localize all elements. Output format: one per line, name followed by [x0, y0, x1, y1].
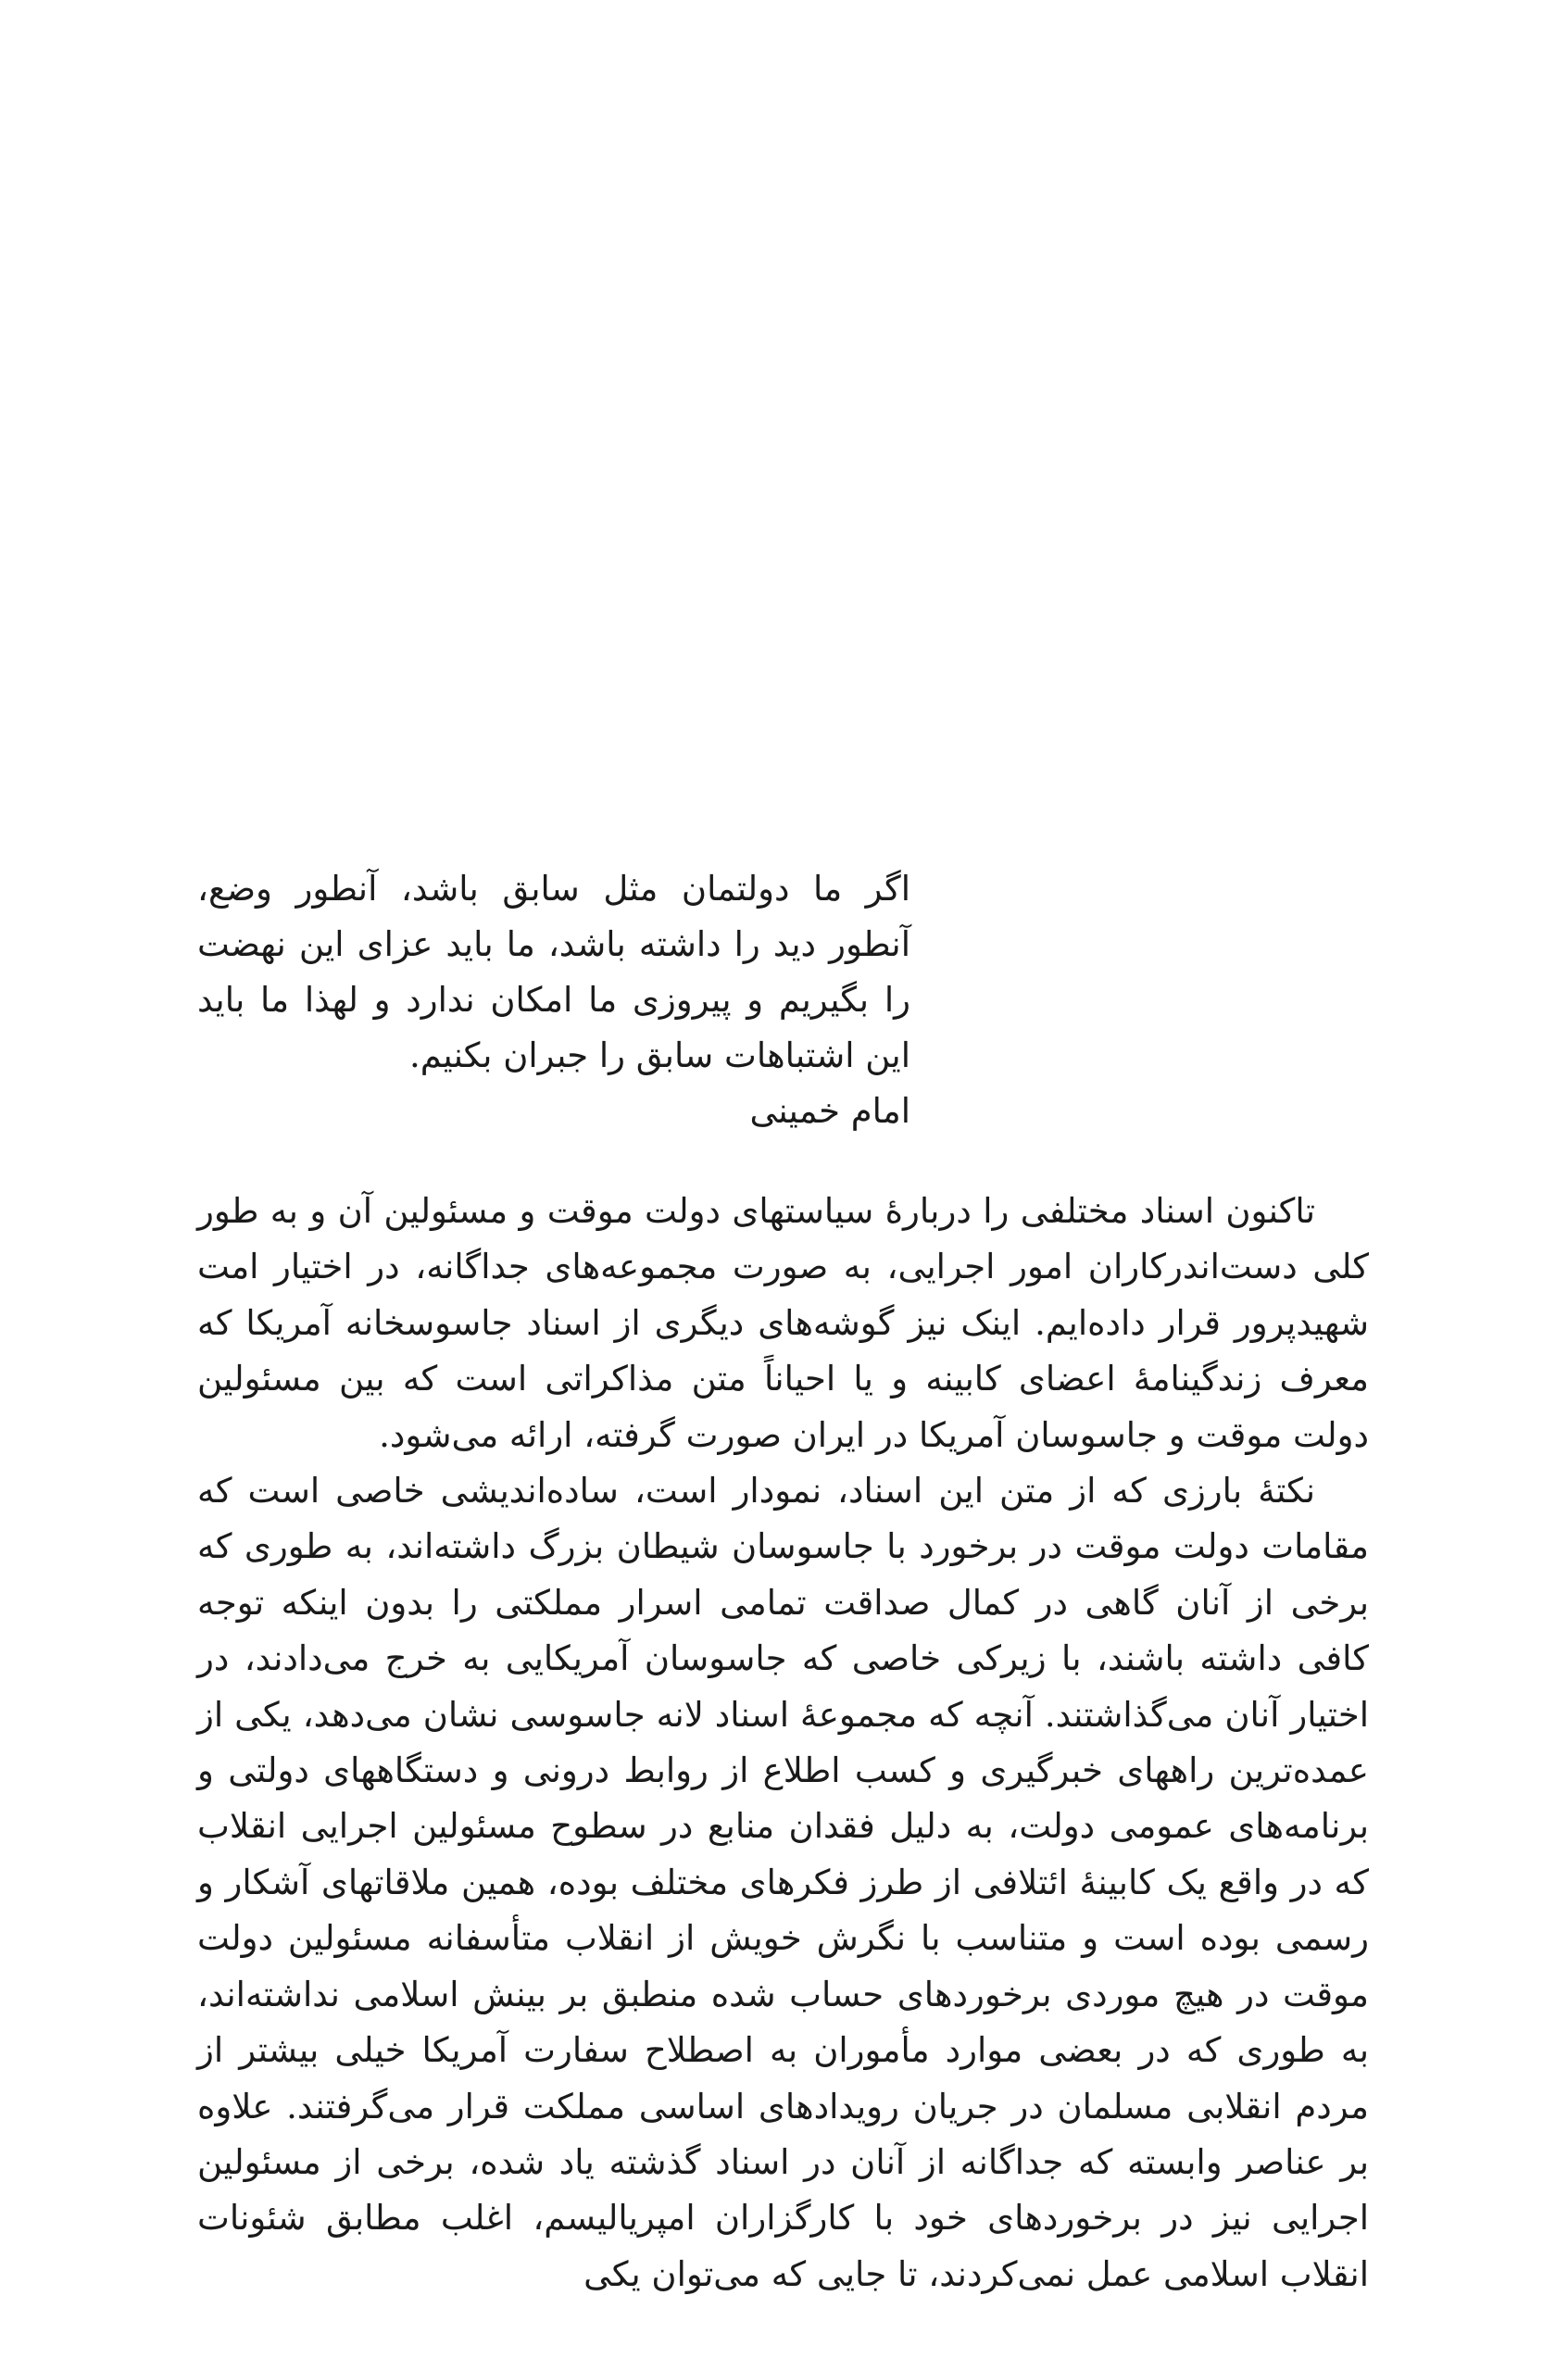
body-text [197, 1184, 1369, 2302]
epigraph-author: امام خمینی [749, 1091, 910, 1131]
paragraph-2: نکتهٔ بارزی که از متن این اسناد، نمودار است، ساده‌اندیشی خاصی است که مقامات دولت موقت در برخورد با جاسوسان شیطان بزرگ داشته‌اند، به طوری که برخی از آنان گاهی در کمال صداقت تمامی اسرار مملکتی را بدون اینکه توجه کافی داشته باشند، با زیرکی خاصی که جاسوسان آمریکایی به خرج می‌دادند، در اختیار آنان می‌گذاشتند. آنچه که مجموعهٔ اسناد لانه جاسوسی نشان می‌دهد، یکی از عمده‌ترین راههای خبرگیری و کسب اطلاع از روابط درونی و دستگاههای دولتی و برنامه‌های عمومی دولت، به دلیل فقدان منابع در سطوح مسئولین اجرایی انقلاب که در واقع یک کابینهٔ ائتلافی از طرز فکرهای مختلف بوده، همین ملاقاتهای آشکار و رسمی بوده است و متناسب با نگرش خویش از انقلاب متأسفانه مسئولین دولت موقت در هیچ موردی برخوردهای حساب شده منطبق بر بینش اسلامی نداشته‌اند، به طوری که در بعضی موارد مأموران به اصطلاح سفارت آمریکا خیلی بیشتر از مردم انقلابی مسلمان در جریان رویدادهای اساسی مملکت قرار می‌گرفتند. علاوه بر عناصر وابسته که جداگانه از آنان در اسناد گذشته یاد شده، برخی از مسئولین اجرایی نیز در برخوردهای خود با کارگزاران امپریالیسم، اغلب مطابق شئونات انقلاب اسلامی عمل نمی‌کردند، تا جایی که می‌توان یکی [197, 1471, 1369, 2294]
epigraph [197, 861, 910, 1139]
epigraph-quote: اگر ما دولتمان مثل سابق باشد، آنطور وضع، آنطور دید را داشته باشد، ما باید عزای این نهضت را بگیریم و پیروزی ما امکان ندارد و لهذا ما باید این اشتباهات سابق را جبران بکنیم. [197, 869, 910, 1075]
paragraph-1: تاکنون اسناد مختلفی را دربارهٔ سیاستهای دولت موقت و مسئولین آن و به طور کلی دست‌اندرکاران امور اجرایی، به صورت مجموعه‌های جداگانه، در اختیار امت شهیدپرور قرار داده‌ایم. اینک نیز گوشه‌های دیگری از اسناد جاسوسخانه آمریکا که معرف زندگینامهٔ اعضای کابینه و یا احیاناً متن مذاکراتی است که بین مسئولین دولت موقت و جاسوسان آمریکا در ایران صورت گرفته، ارائه می‌شود. [197, 1191, 1369, 1455]
